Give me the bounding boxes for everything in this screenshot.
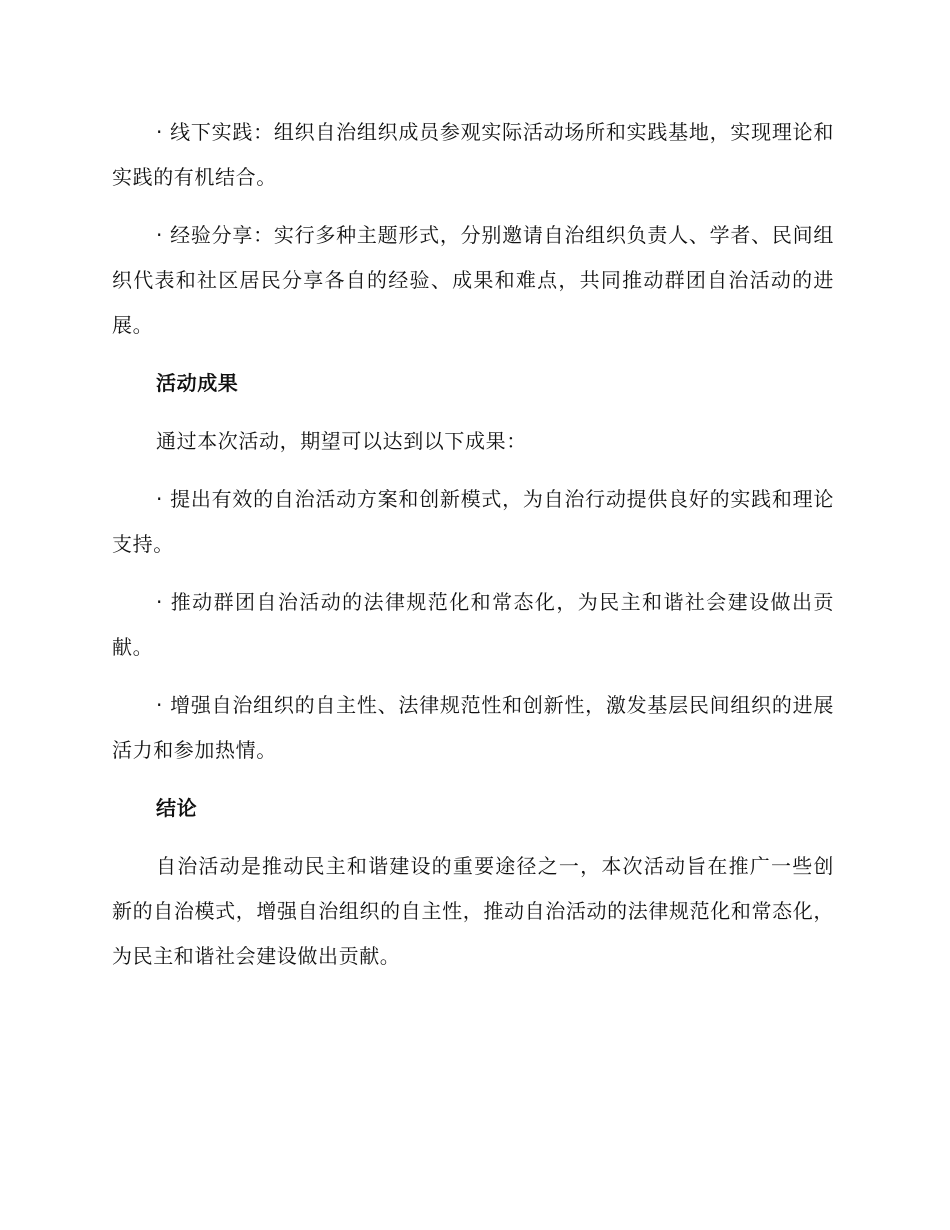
bullet-result-autonomy: · 增强自治组织的自主性、法律规范性和创新性，激发基层民间组织的进展活力和参加热情。 xyxy=(112,693,834,762)
bullet-experience-sharing: · 经验分享：实行多种主题形式，分别邀请自治组织负责人、学者、民间组织代表和社区居民分享各自的经验、成果和难点，共同推动群团自治活动的进展。 xyxy=(112,223,834,337)
bullet-result-legal: · 推动群团自治活动的法律规范化和常态化，为民主和谐社会建设做出贡献。 xyxy=(112,590,834,659)
conclusion-paragraph: 自治活动是推动民主和谐建设的重要途径之一，本次活动旨在推广一些创新的自治模式，增强自治组织的自主性，推动自治活动的法律规范化和常态化，为民主和谐社会建设做出贡献。 xyxy=(112,854,834,968)
section-heading-results: 活动成果 xyxy=(156,371,239,395)
section-heading-conclusion: 结论 xyxy=(156,796,198,820)
document-body xyxy=(112,110,834,979)
bullet-offline-practice: · 线下实践：组织自治组织成员参观实际活动场所和实践基地，实现理论和实践的有机结合。 xyxy=(112,120,834,189)
results-intro: 通过本次活动，期望可以达到以下成果： xyxy=(156,429,527,453)
bullet-result-plan: · 提出有效的自治活动方案和创新模式，为自治行动提供良好的实践和理论支持。 xyxy=(112,487,834,556)
